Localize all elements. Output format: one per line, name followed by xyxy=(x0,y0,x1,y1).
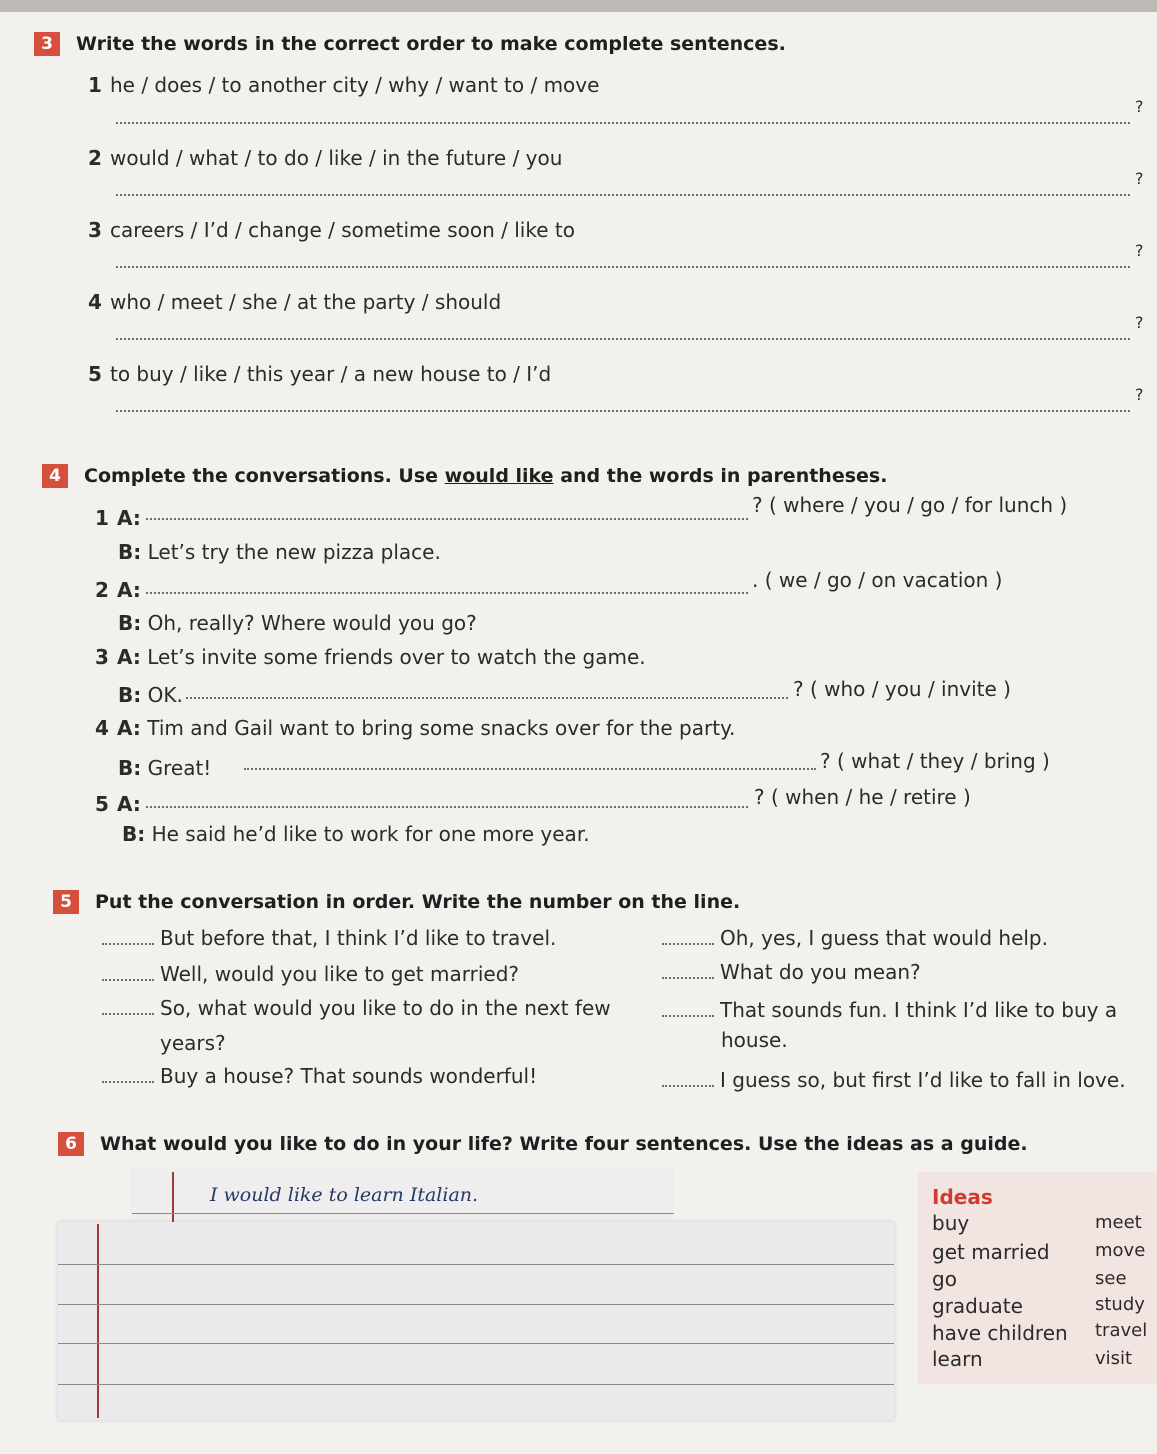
exercise-3-heading xyxy=(34,32,786,56)
ex4-item-2-b xyxy=(118,611,477,635)
ex4-item-3-b-text: OK. xyxy=(147,683,183,707)
ex4-item-2-a-label: A: xyxy=(117,578,141,602)
ex4-item-2-hint: . ( we / go / on vacation ) xyxy=(752,568,1003,592)
notebook-line-4[interactable] xyxy=(58,1384,894,1385)
idea-move: move xyxy=(1095,1240,1146,1261)
ex4-answer-line-4[interactable] xyxy=(244,768,816,770)
exercise-5-heading xyxy=(53,890,740,914)
idea-graduate: graduate xyxy=(932,1294,1023,1318)
ex4-item-5-a-label: A: xyxy=(117,792,141,816)
ex4-item-1-a xyxy=(95,506,141,530)
ex3-item-4-words: who / meet / she / at the party / should xyxy=(110,290,502,314)
ex4-item-2-b-label: B: xyxy=(118,611,142,635)
ex3-item-2-words: would / what / to do / like / in the future / you xyxy=(110,146,563,170)
ex3-item-4-qmark: ? xyxy=(1135,313,1144,332)
ex4-item-5-number: 5 xyxy=(95,792,109,816)
ex4-item-5-a xyxy=(95,792,141,816)
ex5-left-2 xyxy=(102,962,519,986)
idea-have-children: have children xyxy=(932,1321,1068,1345)
ex4-item-4-number: 4 xyxy=(95,716,109,740)
ex3-item-3 xyxy=(88,218,575,242)
idea-go: go xyxy=(932,1267,957,1291)
ex4-item-4-b xyxy=(118,756,211,780)
ex4-item-3-b-label: B: xyxy=(118,683,142,707)
ex3-item-5-number: 5 xyxy=(88,362,102,386)
ex3-item-3-qmark: ? xyxy=(1135,241,1144,260)
ex6-example-sentence: I would like to learn Italian. xyxy=(210,1184,479,1206)
exercise-5-number: 5 xyxy=(53,890,79,914)
ex4-item-4-a-label: A: xyxy=(117,716,141,740)
ex4-answer-line-2[interactable] xyxy=(146,592,748,594)
ex3-item-1-words: he / does / to another city / why / want to / move xyxy=(110,73,600,97)
idea-meet: meet xyxy=(1095,1212,1142,1233)
ex3-item-5 xyxy=(88,362,551,386)
ex4-item-4-hint: ? ( what / they / bring ) xyxy=(820,749,1050,773)
notebook-margin xyxy=(97,1224,99,1418)
ex5-right-2-text: What do you mean? xyxy=(720,960,921,984)
ex5-right-3-line[interactable] xyxy=(662,1015,714,1017)
ex5-right-2 xyxy=(662,960,921,984)
ex5-left-1-line[interactable] xyxy=(102,943,154,945)
ex4-instruction-post: and the words in parentheses. xyxy=(553,465,888,487)
ex4-item-1-a-label: A: xyxy=(117,506,141,530)
ex3-item-2-number: 2 xyxy=(88,146,102,170)
ex5-right-3 xyxy=(662,998,1117,1022)
notebook-line-1[interactable] xyxy=(58,1264,894,1265)
ex5-right-1 xyxy=(662,926,1048,950)
ex4-answer-line-3[interactable] xyxy=(186,697,788,699)
ex5-right-4-text: I guess so, but first I’d like to fall in love. xyxy=(720,1068,1126,1092)
ex3-item-5-words: to buy / like / this year / a new house to / I’d xyxy=(110,362,552,386)
ex4-item-5-b-text: He said he’d like to work for one more year. xyxy=(151,822,590,846)
ex3-answer-line-3[interactable] xyxy=(116,266,1130,268)
ex4-item-3-a xyxy=(95,645,646,669)
ideas-title: Ideas xyxy=(932,1185,993,1209)
ex4-answer-line-1[interactable] xyxy=(146,518,748,520)
ex4-item-2-number: 2 xyxy=(95,578,109,602)
ex3-item-5-qmark: ? xyxy=(1135,385,1144,404)
exercise-3-number: 3 xyxy=(34,32,60,56)
notebook-line-2[interactable] xyxy=(58,1304,894,1305)
ex4-item-2-a xyxy=(95,578,141,602)
ex3-answer-line-5[interactable] xyxy=(116,410,1130,412)
ex3-answer-line-4[interactable] xyxy=(116,338,1130,340)
ex5-right-2-line[interactable] xyxy=(662,977,714,979)
ex5-left-4-text: Buy a house? That sounds wonderful! xyxy=(160,1064,538,1088)
ex4-item-4-a xyxy=(95,716,735,740)
ex4-item-5-b xyxy=(122,822,590,846)
ex5-right-4-line[interactable] xyxy=(662,1085,714,1087)
ex4-item-3-hint: ? ( who / you / invite ) xyxy=(793,677,1011,701)
ex3-item-3-number: 3 xyxy=(88,218,102,242)
idea-see: see xyxy=(1095,1268,1127,1289)
ex5-left-3 xyxy=(102,996,611,1020)
ex5-left-3-line[interactable] xyxy=(102,1013,154,1015)
ex3-item-4-number: 4 xyxy=(88,290,102,314)
ex4-item-2-b-text: Oh, really? Where would you go? xyxy=(147,611,477,635)
exercise-3-instruction: Write the words in the correct order to make complete sentences. xyxy=(76,33,786,55)
idea-buy: buy xyxy=(932,1211,970,1235)
ex3-answer-line-1[interactable] xyxy=(116,122,1130,124)
exercise-4-heading xyxy=(42,464,887,488)
exercise-4-number: 4 xyxy=(42,464,68,488)
ex4-item-3-b xyxy=(118,683,183,707)
ex4-item-4-b-label: B: xyxy=(118,756,142,780)
notebook-example-rule xyxy=(132,1213,674,1214)
ex4-item-1-b xyxy=(118,540,441,564)
page-top-edge xyxy=(0,0,1157,12)
ex4-item-1-b-text: Let’s try the new pizza place. xyxy=(147,540,441,564)
ex3-item-1-number: 1 xyxy=(88,73,102,97)
ex5-left-1 xyxy=(102,926,556,950)
ex3-item-4 xyxy=(88,290,501,314)
ex4-item-4-b-text: Great! xyxy=(147,756,212,780)
ex5-right-1-line[interactable] xyxy=(662,943,714,945)
exercise-6-instruction: What would you like to do in your life? Write four sentences. Use the ideas as a guide. xyxy=(100,1133,1028,1155)
ex5-left-3-text: So, what would you like to do in the next few xyxy=(160,996,611,1020)
ex3-answer-line-2[interactable] xyxy=(116,194,1130,196)
ex3-item-1-qmark: ? xyxy=(1135,97,1144,116)
ex4-answer-line-5[interactable] xyxy=(146,806,748,808)
ex4-item-1-b-label: B: xyxy=(118,540,142,564)
ex5-left-3-cont: years? xyxy=(160,1031,226,1055)
ex4-item-5-b-label: B: xyxy=(122,822,146,846)
ex5-right-1-text: Oh, yes, I guess that would help. xyxy=(720,926,1048,950)
ex3-item-2-qmark: ? xyxy=(1135,169,1144,188)
idea-learn: learn xyxy=(932,1347,983,1371)
exercise-6-number: 6 xyxy=(58,1132,84,1156)
ex5-right-3-cont: house. xyxy=(721,1028,788,1052)
ex4-item-1-hint: ? ( where / you / go / for lunch ) xyxy=(752,493,1068,517)
ex4-item-5-hint: ? ( when / he / retire ) xyxy=(754,785,971,809)
notebook-margin-top xyxy=(172,1172,174,1222)
idea-visit: visit xyxy=(1095,1348,1133,1369)
exercise-4-instruction xyxy=(84,465,887,487)
ex3-item-3-words: careers / I’d / change / sometime soon / like to xyxy=(110,218,575,242)
exercise-6-heading xyxy=(58,1132,1028,1156)
exercise-5-instruction: Put the conversation in order. Write the number on the line. xyxy=(95,891,741,913)
ex5-right-4 xyxy=(662,1068,1126,1092)
ex4-item-4-a-text: Tim and Gail want to bring some snacks over for the party. xyxy=(147,716,736,740)
ex4-item-3-number: 3 xyxy=(95,645,109,669)
ex4-item-3-a-text: Let’s invite some friends over to watch the game. xyxy=(147,645,646,669)
ex5-left-2-line[interactable] xyxy=(102,979,154,981)
ex3-item-2 xyxy=(88,146,562,170)
ex5-left-2-text: Well, would you like to get married? xyxy=(160,962,520,986)
idea-study: study xyxy=(1095,1294,1145,1315)
ex5-left-4-line[interactable] xyxy=(102,1081,154,1083)
ex4-item-3-a-label: A: xyxy=(117,645,141,669)
notebook-line-3[interactable] xyxy=(58,1343,894,1344)
ex5-left-1-text: But before that, I think I’d like to travel. xyxy=(160,926,557,950)
idea-travel: travel xyxy=(1095,1320,1148,1341)
ex5-left-4 xyxy=(102,1064,537,1088)
ex4-instruction-key: would like xyxy=(444,465,554,487)
notebook-writing-area xyxy=(58,1222,894,1420)
ex4-item-1-number: 1 xyxy=(95,506,109,530)
ex4-instruction-pre: Complete the conversations. Use xyxy=(84,465,445,487)
idea-get-married: get married xyxy=(932,1240,1050,1264)
ex5-right-3-text: That sounds fun. I think I’d like to buy a xyxy=(720,998,1118,1022)
ex3-item-1 xyxy=(88,73,599,97)
